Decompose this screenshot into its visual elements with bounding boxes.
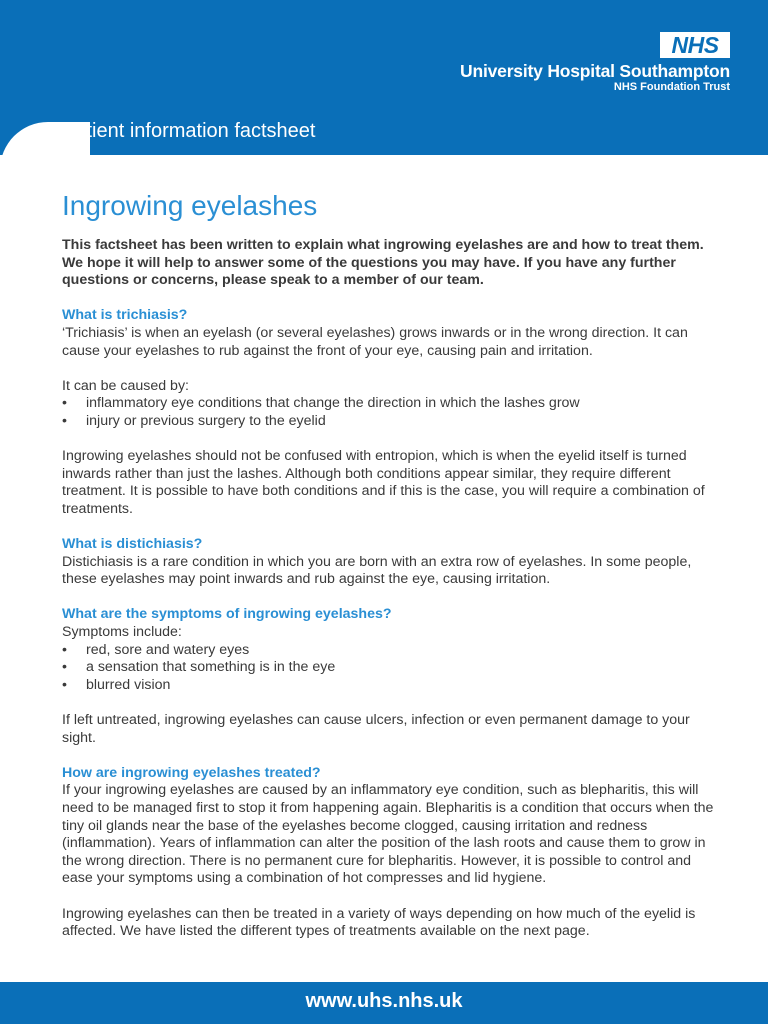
intro-paragraph: This factsheet has been written to explain what ingrowing eyelashes are and how to treat them. We hope it will help to answer some of the questions you may have. If you have any further questions or concerns, please speak to a member of our team.: [62, 237, 704, 289]
list-item: [62, 395, 722, 413]
heading-symptoms: What are the symptoms of ingrowing eyelashes?: [62, 606, 392, 623]
causes-intro: It can be caused by:: [62, 377, 189, 394]
untreated-paragraph: If left untreated, ingrowing eyelashes can cause ulcers, infection or even permanent damage to your sight.: [62, 712, 690, 746]
bullet-marker: •: [62, 676, 67, 693]
trust-subtitle: NHS Foundation Trust: [613, 81, 730, 93]
list-item-text: inflammatory eye conditions that change the direction in which the lashes grow: [86, 395, 580, 412]
page-title: Ingrowing eyelashes: [62, 190, 318, 221]
bullet-marker: •: [62, 395, 67, 412]
document-body: [62, 237, 722, 941]
bullet-marker: •: [62, 641, 67, 658]
website-link[interactable]: www.uhs.nhs.uk: [305, 990, 463, 1012]
list-item-text: a sensation that something is in the eye: [86, 659, 336, 676]
distichiasis-paragraph: Distichiasis is a rare condition in which you are born with an extra row of eyelashes. In some people, these eyelashes may point inwards and rub against the eye, causing irritation.: [62, 553, 692, 588]
trichiasis-paragraph: ‘Trichiasis’ is when an eyelash (or several eyelashes) grows inwards or in the wrong direction. It can cause your eyelashes to rub against the front of your eye, causing pain and irritation.: [62, 324, 688, 359]
factsheet-label: Patient information factsheet: [62, 120, 316, 142]
heading-trichiasis: What is trichiasis?: [62, 307, 188, 324]
treatment-paragraph-1: If your ingrowing eyelashes are caused by an inflammatory eye condition, such as blepharitis, this will need to be managed first to stop it from happening again. Blepharitis is a condition that occurs when the tiny oil glands near the base of the eyelashes become clogged, causing irritation and redness (inflammation). Years of inflammation can alter the position of the lash roots and cause them to grow in the wrong direction. There is no permanent cure for blepharitis. However, it is possible to control and ease your symptoms using a combination of hot compresses and lid hygiene.: [62, 782, 714, 887]
bullet-marker: •: [62, 412, 67, 429]
list-item-text: blurred vision: [86, 676, 171, 693]
nhs-logo: NHS: [660, 32, 730, 58]
entropion-paragraph: Ingrowing eyelashes should not be confused with entropion, which is when the eyelid itself is turned inwards rather than just the lashes. Although both conditions appear similar, they require different treatment. It is possible to have both conditions and if this is the case, you will require a combination of treatments.: [62, 448, 705, 517]
list-item: [62, 413, 722, 431]
bullet-marker: •: [62, 659, 67, 676]
list-item: [62, 659, 722, 677]
trust-name: University Hospital Southampton: [460, 61, 730, 81]
list-item-text: injury or previous surgery to the eyelid: [86, 412, 326, 429]
heading-treatment: How are ingrowing eyelashes treated?: [62, 764, 321, 781]
heading-distichiasis: What is distichiasis?: [62, 536, 203, 553]
list-item: [62, 677, 722, 695]
treatment-paragraph-2: Ingrowing eyelashes can then be treated in a variety of ways depending on how much of the eyelid is affected. We have listed the different types of treatments available on the next page.: [62, 905, 696, 940]
list-item-text: red, sore and watery eyes: [86, 641, 250, 658]
symptoms-intro: Symptoms include:: [62, 624, 182, 641]
list-item: [62, 642, 722, 660]
